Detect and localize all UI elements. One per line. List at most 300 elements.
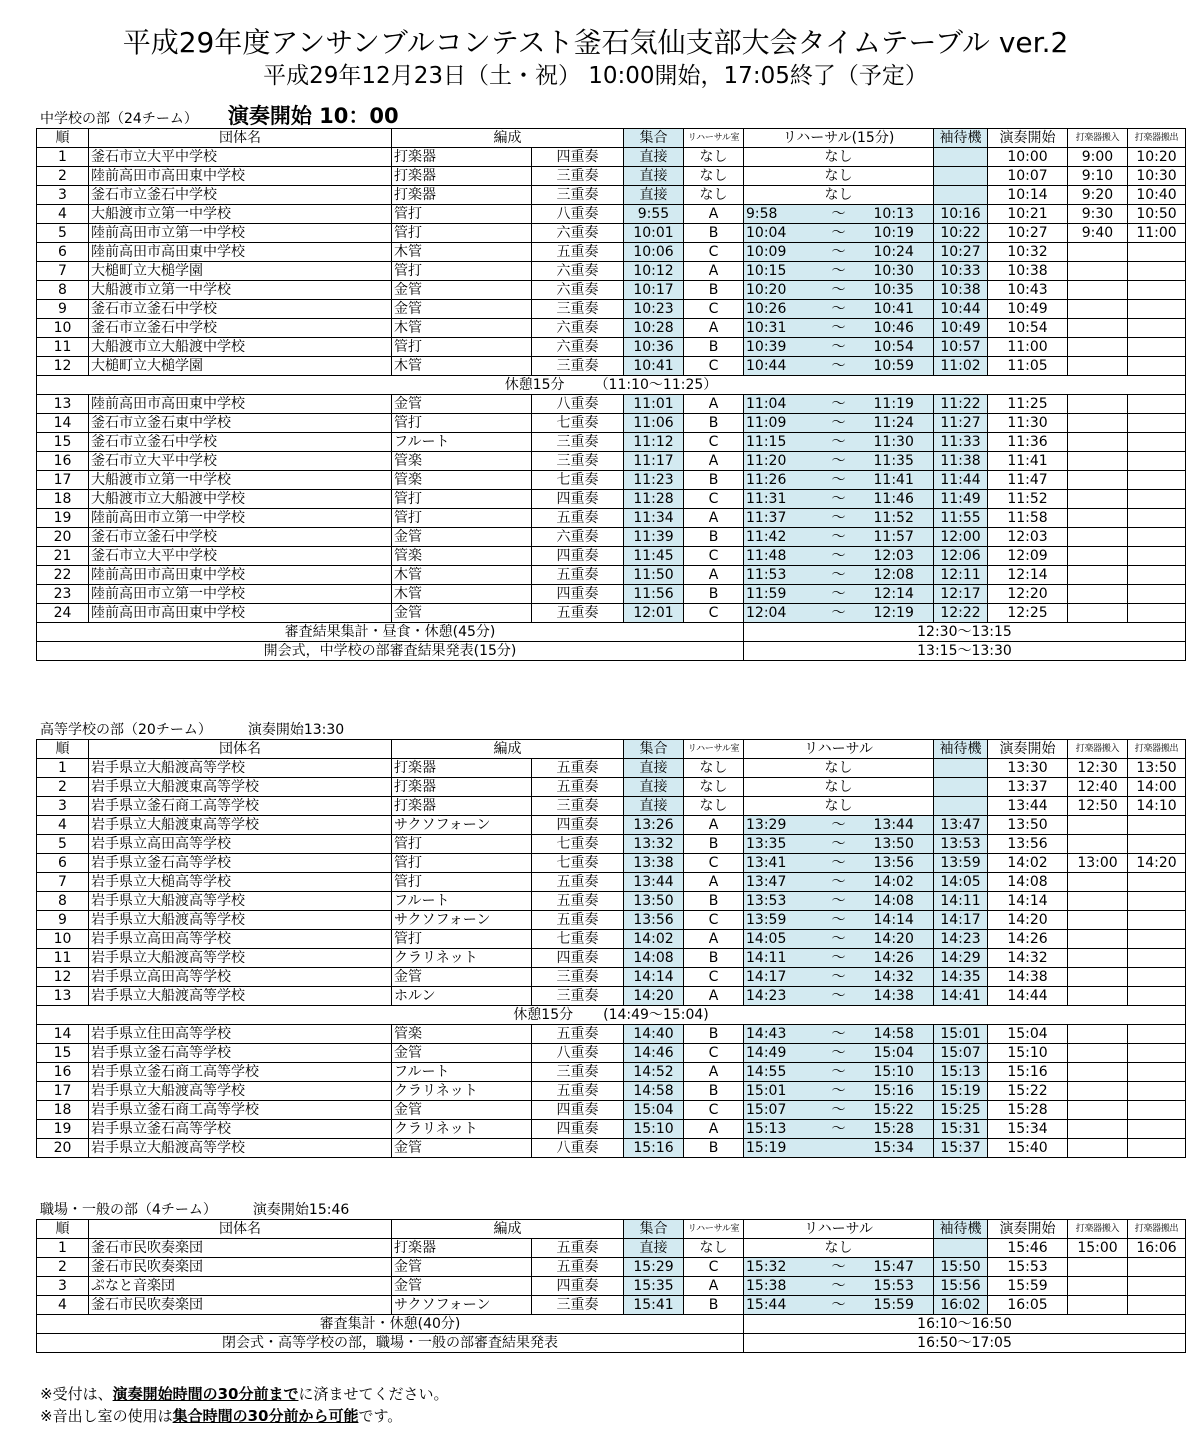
meet-time-cell: 14:40: [624, 1025, 684, 1044]
percussion-in-cell: [1068, 433, 1128, 452]
rehearsal-end-cell: 13:56: [872, 854, 934, 873]
performance-start-cell: 16:05: [988, 1296, 1068, 1315]
table-row: [37, 243, 1186, 262]
wait-time-cell: 15:01: [934, 1025, 988, 1044]
rehearsal-start-cell: 11:37: [744, 509, 806, 528]
meet-time-cell: 直接: [624, 186, 684, 205]
group-name-cell: 釜石市民吹奏楽団: [89, 1258, 392, 1277]
group-name-cell: 大船渡市立大船渡中学校: [89, 490, 392, 509]
rehearsal-end-cell: 11:19: [872, 395, 934, 414]
wait-time-cell: 12:11: [934, 566, 988, 585]
order-cell: 22: [37, 566, 89, 585]
rehearsal-start-cell: 11:42: [744, 528, 806, 547]
order-cell: 13: [37, 395, 89, 414]
instrument-cell: 木管: [392, 243, 532, 262]
performance-start-cell: 10:07: [988, 167, 1068, 186]
instrument-cell: 管打: [392, 224, 532, 243]
percussion-out-cell: 10:50: [1128, 205, 1186, 224]
percussion-in-cell: 12:40: [1068, 778, 1128, 797]
percussion-out-cell: [1128, 490, 1186, 509]
rehearsal-end-cell: 11:46: [872, 490, 934, 509]
rehearsal-end-cell: 10:41: [872, 300, 934, 319]
rehearsal-end-cell: 14:58: [872, 1025, 934, 1044]
rehearsal-end-cell: 15:47: [872, 1258, 934, 1277]
table-row: [37, 1239, 1186, 1258]
wait-time-cell: 15:56: [934, 1277, 988, 1296]
rehearsal-room-cell: なし: [684, 186, 744, 205]
percussion-in-cell: [1068, 1139, 1128, 1158]
col-header-wait: 袖待機: [934, 740, 988, 759]
order-cell: 9: [37, 300, 89, 319]
percussion-in-cell: [1068, 395, 1128, 414]
instrument-cell: 金管: [392, 395, 532, 414]
col-header-start: 演奏開始: [988, 1220, 1068, 1239]
performance-start-cell: 11:41: [988, 452, 1068, 471]
table-row: [37, 987, 1186, 1006]
wait-time-cell: 11:49: [934, 490, 988, 509]
ensemble-size-cell: 四重奏: [532, 148, 624, 167]
percussion-out-cell: [1128, 1120, 1186, 1139]
timetable: [36, 1219, 1186, 1353]
meet-time-cell: 13:44: [624, 873, 684, 892]
percussion-out-cell: [1128, 816, 1186, 835]
wait-time-cell: 13:59: [934, 854, 988, 873]
wait-time-cell: 11:44: [934, 471, 988, 490]
wait-time-cell: [934, 797, 988, 816]
rehearsal-room-cell: C: [684, 911, 744, 930]
page-subtitle: 平成29年12月23日（土・祝） 10:00開始，17:05終了（予定）: [263, 63, 928, 89]
rehearsal-start-cell: 14:43: [744, 1025, 806, 1044]
order-cell: 12: [37, 968, 89, 987]
break-label: 休憩15分: [513, 1007, 574, 1023]
percussion-out-cell: [1128, 1082, 1186, 1101]
rehearsal-end-cell: 15:10: [872, 1063, 934, 1082]
rehearsal-room-cell: B: [684, 892, 744, 911]
percussion-out-cell: [1128, 604, 1186, 623]
performance-start-cell: 15:34: [988, 1120, 1068, 1139]
rehearsal-tilde-cell: ～: [806, 414, 872, 433]
rehearsal-start-cell: 10:31: [744, 319, 806, 338]
percussion-in-cell: [1068, 357, 1128, 376]
ensemble-size-cell: 四重奏: [532, 1277, 624, 1296]
col-header-start: 演奏開始: [988, 129, 1068, 148]
group-name-cell: 陸前高田市高田東中学校: [89, 167, 392, 186]
rehearsal-room-cell: B: [684, 1296, 744, 1315]
group-name-cell: 岩手県立大槌高等学校: [89, 873, 392, 892]
percussion-out-cell: [1128, 873, 1186, 892]
percussion-out-cell: [1128, 1063, 1186, 1082]
col-header-room: リハーサル室: [684, 1220, 744, 1239]
order-cell: 23: [37, 585, 89, 604]
rehearsal-tilde-cell: ～: [806, 566, 872, 585]
wait-time-cell: 15:37: [934, 1139, 988, 1158]
rehearsal-tilde-cell: ～: [806, 205, 872, 224]
footer-label: 閉会式・高等学校の部，職場・一般の部審査結果発表: [37, 1334, 744, 1353]
performance-start-cell: 15:53: [988, 1258, 1068, 1277]
rehearsal-end-cell: 11:57: [872, 528, 934, 547]
rehearsal-tilde-cell: ～: [806, 892, 872, 911]
meet-time-cell: 10:17: [624, 281, 684, 300]
rehearsal-end-cell: 15:04: [872, 1044, 934, 1063]
ensemble-size-cell: 四重奏: [532, 547, 624, 566]
percussion-in-cell: [1068, 490, 1128, 509]
ensemble-size-cell: 八重奏: [532, 1139, 624, 1158]
rehearsal-start-cell: 11:59: [744, 585, 806, 604]
performance-start-cell: 15:40: [988, 1139, 1068, 1158]
order-cell: 1: [37, 759, 89, 778]
group-name-cell: 大船渡市立第一中学校: [89, 471, 392, 490]
order-cell: 10: [37, 930, 89, 949]
performance-start-cell: 11:30: [988, 414, 1068, 433]
rehearsal-tilde-cell: ～: [806, 509, 872, 528]
percussion-in-cell: [1068, 1296, 1128, 1315]
group-name-cell: 釜石市民吹奏楽団: [89, 1239, 392, 1258]
group-name-cell: 岩手県立高田高等学校: [89, 930, 392, 949]
percussion-in-cell: [1068, 1044, 1128, 1063]
instrument-cell: 金管: [392, 1044, 532, 1063]
percussion-in-cell: [1068, 873, 1128, 892]
instrument-cell: 打楽器: [392, 797, 532, 816]
rehearsal-start-cell: 14:55: [744, 1063, 806, 1082]
rehearsal-end-cell: 13:44: [872, 816, 934, 835]
ensemble-size-cell: 五重奏: [532, 1258, 624, 1277]
rehearsal-start-cell: 10:04: [744, 224, 806, 243]
group-name-cell: 釜石市立大平中学校: [89, 148, 392, 167]
table-row: [37, 414, 1186, 433]
instrument-cell: 木管: [392, 585, 532, 604]
footer-time: 16:50～17:05: [744, 1334, 1186, 1353]
percussion-in-cell: [1068, 930, 1128, 949]
percussion-out-cell: [1128, 528, 1186, 547]
order-cell: 13: [37, 987, 89, 1006]
instrument-cell: 打楽器: [392, 1239, 532, 1258]
wait-time-cell: [934, 186, 988, 205]
performance-start-cell: 10:14: [988, 186, 1068, 205]
meet-time-cell: 12:01: [624, 604, 684, 623]
ensemble-size-cell: 四重奏: [532, 1101, 624, 1120]
performance-start-cell: 15:28: [988, 1101, 1068, 1120]
percussion-in-cell: [1068, 243, 1128, 262]
performance-start-cell: 10:38: [988, 262, 1068, 281]
meet-time-cell: 11:06: [624, 414, 684, 433]
rehearsal-start-cell: 13:59: [744, 911, 806, 930]
order-cell: 4: [37, 1296, 89, 1315]
rehearsal-room-cell: C: [684, 547, 744, 566]
percussion-out-cell: [1128, 1296, 1186, 1315]
rehearsal-tilde-cell: ～: [806, 319, 872, 338]
footer-row: [37, 642, 1186, 661]
order-cell: 6: [37, 854, 89, 873]
percussion-in-cell: [1068, 585, 1128, 604]
instrument-cell: 管打: [392, 835, 532, 854]
order-cell: 19: [37, 1120, 89, 1139]
meet-time-cell: 10:23: [624, 300, 684, 319]
ensemble-size-cell: 三重奏: [532, 1296, 624, 1315]
rehearsal-end-cell: 12:08: [872, 566, 934, 585]
group-name-cell: 岩手県立大船渡高等学校: [89, 949, 392, 968]
percussion-out-cell: [1128, 1044, 1186, 1063]
table-row: [37, 1063, 1186, 1082]
table-row: [37, 1277, 1186, 1296]
rehearsal-start-cell: 15:32: [744, 1258, 806, 1277]
group-name-cell: 岩手県立大船渡高等学校: [89, 759, 392, 778]
percussion-in-cell: [1068, 1120, 1128, 1139]
col-header-rehearsal: リハーサル: [744, 1220, 934, 1239]
rehearsal-end-cell: 15:28: [872, 1120, 934, 1139]
group-name-cell: 釜石市立釜石東中学校: [89, 414, 392, 433]
percussion-out-cell: [1128, 300, 1186, 319]
percussion-in-cell: [1068, 1101, 1128, 1120]
percussion-out-cell: [1128, 547, 1186, 566]
wait-time-cell: 12:06: [934, 547, 988, 566]
instrument-cell: クラリネット: [392, 1082, 532, 1101]
rehearsal-end-cell: 10:30: [872, 262, 934, 281]
rehearsal-end-cell: 10:24: [872, 243, 934, 262]
percussion-out-cell: [1128, 835, 1186, 854]
rehearsal-start-cell: 10:20: [744, 281, 806, 300]
wait-time-cell: 16:02: [934, 1296, 988, 1315]
performance-start-cell: 15:59: [988, 1277, 1068, 1296]
meet-time-cell: 11:12: [624, 433, 684, 452]
rehearsal-start-cell: 15:38: [744, 1277, 806, 1296]
group-name-cell: 岩手県立大船渡高等学校: [89, 1139, 392, 1158]
table-row: [37, 281, 1186, 300]
rehearsal-end-cell: 14:08: [872, 892, 934, 911]
wait-time-cell: 12:00: [934, 528, 988, 547]
ensemble-size-cell: 五重奏: [532, 566, 624, 585]
instrument-cell: 金管: [392, 281, 532, 300]
group-name-cell: 岩手県立大船渡高等学校: [89, 911, 392, 930]
ensemble-size-cell: 三重奏: [532, 300, 624, 319]
instrument-cell: 管楽: [392, 547, 532, 566]
rehearsal-tilde-cell: ～: [806, 835, 872, 854]
ensemble-size-cell: 四重奏: [532, 949, 624, 968]
rehearsal-room-cell: B: [684, 414, 744, 433]
wait-time-cell: 12:17: [934, 585, 988, 604]
wait-time-cell: 10:27: [934, 243, 988, 262]
percussion-in-cell: 9:10: [1068, 167, 1128, 186]
rehearsal-end-cell: 14:38: [872, 987, 934, 1006]
order-cell: 11: [37, 338, 89, 357]
rehearsal-start-cell: 12:04: [744, 604, 806, 623]
wait-time-cell: 15:13: [934, 1063, 988, 1082]
performance-start-cell: 15:46: [988, 1239, 1068, 1258]
table-row: [37, 873, 1186, 892]
rehearsal-room-cell: B: [684, 471, 744, 490]
meet-time-cell: 直接: [624, 1239, 684, 1258]
percussion-out-cell: [1128, 281, 1186, 300]
performance-start-cell: 11:05: [988, 357, 1068, 376]
table-row: [37, 1044, 1186, 1063]
col-header-perc-in: 打楽器搬入: [1068, 740, 1128, 759]
percussion-in-cell: 9:20: [1068, 186, 1128, 205]
table-row: [37, 835, 1186, 854]
rehearsal-start-cell: 15:01: [744, 1082, 806, 1101]
group-name-cell: 陸前高田市立第一中学校: [89, 585, 392, 604]
rehearsal-time-cell: なし: [744, 148, 934, 167]
rehearsal-end-cell: 15:22: [872, 1101, 934, 1120]
rehearsal-room-cell: A: [684, 930, 744, 949]
rehearsal-start-cell: 14:23: [744, 987, 806, 1006]
order-cell: 21: [37, 547, 89, 566]
group-name-cell: 陸前高田市立第一中学校: [89, 509, 392, 528]
col-header-rehearsal: リハーサル(15分): [744, 129, 934, 148]
instrument-cell: サクソフォーン: [392, 1296, 532, 1315]
rehearsal-end-cell: 14:14: [872, 911, 934, 930]
table-row: [37, 604, 1186, 623]
order-cell: 9: [37, 911, 89, 930]
order-cell: 2: [37, 778, 89, 797]
wait-time-cell: [934, 148, 988, 167]
percussion-in-cell: [1068, 528, 1128, 547]
wait-time-cell: 15:25: [934, 1101, 988, 1120]
percussion-in-cell: 12:30: [1068, 759, 1128, 778]
wait-time-cell: 13:53: [934, 835, 988, 854]
percussion-out-cell: [1128, 1025, 1186, 1044]
order-cell: 5: [37, 835, 89, 854]
group-name-cell: 大船渡市立第一中学校: [89, 281, 392, 300]
order-cell: 3: [37, 1277, 89, 1296]
footer-row: [37, 623, 1186, 642]
ensemble-size-cell: 七重奏: [532, 835, 624, 854]
rehearsal-room-cell: なし: [684, 148, 744, 167]
footer-label: 開会式，中学校の部審査結果発表(15分): [37, 642, 744, 661]
wait-time-cell: 15:07: [934, 1044, 988, 1063]
wait-time-cell: 11:27: [934, 414, 988, 433]
table-row: [37, 1120, 1186, 1139]
percussion-in-cell: [1068, 1063, 1128, 1082]
percussion-in-cell: [1068, 987, 1128, 1006]
order-cell: 14: [37, 1025, 89, 1044]
meet-time-cell: 13:56: [624, 911, 684, 930]
ensemble-size-cell: 五重奏: [532, 1239, 624, 1258]
rehearsal-start-cell: 14:49: [744, 1044, 806, 1063]
wait-time-cell: 11:02: [934, 357, 988, 376]
order-cell: 19: [37, 509, 89, 528]
percussion-out-cell: 10:40: [1128, 186, 1186, 205]
percussion-out-cell: [1128, 319, 1186, 338]
break-cell: [37, 376, 1186, 395]
rehearsal-room-cell: C: [684, 433, 744, 452]
order-cell: 12: [37, 357, 89, 376]
wait-time-cell: 11:55: [934, 509, 988, 528]
order-cell: 2: [37, 1258, 89, 1277]
group-name-cell: 岩手県立大船渡高等学校: [89, 987, 392, 1006]
percussion-in-cell: [1068, 509, 1128, 528]
footer-row: [37, 1315, 1186, 1334]
note-line: ※音出し室の使用は集合時間の30分前から可能です。: [40, 1407, 403, 1425]
rehearsal-tilde-cell: ～: [806, 816, 872, 835]
rehearsal-room-cell: なし: [684, 167, 744, 186]
ensemble-size-cell: 三重奏: [532, 167, 624, 186]
percussion-out-cell: [1128, 968, 1186, 987]
order-cell: 17: [37, 1082, 89, 1101]
footer-time: 16:10～16:50: [744, 1315, 1186, 1334]
performance-start-cell: 11:00: [988, 338, 1068, 357]
performance-start-cell: 10:49: [988, 300, 1068, 319]
instrument-cell: 管打: [392, 414, 532, 433]
meet-time-cell: 14:46: [624, 1044, 684, 1063]
ensemble-size-cell: 六重奏: [532, 528, 624, 547]
performance-start-cell: 12:03: [988, 528, 1068, 547]
order-cell: 1: [37, 148, 89, 167]
group-name-cell: 岩手県立釜石高等学校: [89, 854, 392, 873]
group-name-cell: 釜石市立大平中学校: [89, 547, 392, 566]
order-cell: 15: [37, 433, 89, 452]
performance-start-cell: 11:36: [988, 433, 1068, 452]
group-name-cell: 岩手県立大船渡高等学校: [89, 892, 392, 911]
table-row: [37, 930, 1186, 949]
wait-time-cell: 15:31: [934, 1120, 988, 1139]
instrument-cell: 管打: [392, 930, 532, 949]
rehearsal-end-cell: 14:20: [872, 930, 934, 949]
performance-start-cell: 10:27: [988, 224, 1068, 243]
percussion-in-cell: 9:30: [1068, 205, 1128, 224]
rehearsal-end-cell: 15:59: [872, 1296, 934, 1315]
rehearsal-time-cell: なし: [744, 167, 934, 186]
rehearsal-start-cell: 15:19: [744, 1139, 806, 1158]
table-row: [37, 528, 1186, 547]
rehearsal-tilde-cell: ～: [806, 1025, 872, 1044]
percussion-in-cell: [1068, 949, 1128, 968]
group-name-cell: 釜石市立釜石中学校: [89, 528, 392, 547]
rehearsal-start-cell: 9:58: [744, 205, 806, 224]
performance-start-cell: 10:00: [988, 148, 1068, 167]
meet-time-cell: 11:23: [624, 471, 684, 490]
rehearsal-end-cell: 15:53: [872, 1277, 934, 1296]
rehearsal-end-cell: 12:03: [872, 547, 934, 566]
performance-start-cell: 12:14: [988, 566, 1068, 585]
rehearsal-tilde-cell: ～: [806, 1044, 872, 1063]
rehearsal-tilde-cell: ～: [806, 585, 872, 604]
meet-time-cell: 11:50: [624, 566, 684, 585]
meet-time-cell: 13:32: [624, 835, 684, 854]
rehearsal-end-cell: 15:16: [872, 1082, 934, 1101]
wait-time-cell: [934, 778, 988, 797]
ensemble-size-cell: 七重奏: [532, 471, 624, 490]
order-cell: 14: [37, 414, 89, 433]
percussion-in-cell: [1068, 604, 1128, 623]
performance-start-cell: 10:32: [988, 243, 1068, 262]
rehearsal-tilde-cell: ～: [806, 395, 872, 414]
instrument-cell: 管打: [392, 509, 532, 528]
rehearsal-room-cell: B: [684, 949, 744, 968]
table-row: [37, 319, 1186, 338]
percussion-out-cell: [1128, 509, 1186, 528]
wait-time-cell: 10:16: [934, 205, 988, 224]
meet-time-cell: 15:29: [624, 1258, 684, 1277]
percussion-in-cell: [1068, 1082, 1128, 1101]
order-cell: 20: [37, 528, 89, 547]
ensemble-size-cell: 五重奏: [532, 759, 624, 778]
col-header-name: 団体名: [89, 1220, 392, 1239]
col-header-formation: 編成: [392, 740, 624, 759]
group-name-cell: 岩手県立住田高等学校: [89, 1025, 392, 1044]
rehearsal-room-cell: C: [684, 1044, 744, 1063]
meet-time-cell: 13:38: [624, 854, 684, 873]
table-row: [37, 186, 1186, 205]
order-cell: 15: [37, 1044, 89, 1063]
ensemble-size-cell: 五重奏: [532, 1082, 624, 1101]
percussion-out-cell: [1128, 585, 1186, 604]
col-header-no: 順: [37, 129, 89, 148]
order-cell: 8: [37, 281, 89, 300]
rehearsal-start-cell: 14:17: [744, 968, 806, 987]
rehearsal-room-cell: B: [684, 338, 744, 357]
rehearsal-tilde-cell: ～: [806, 471, 872, 490]
meet-time-cell: 11:56: [624, 585, 684, 604]
group-name-cell: 岩手県立釜石高等学校: [89, 1120, 392, 1139]
